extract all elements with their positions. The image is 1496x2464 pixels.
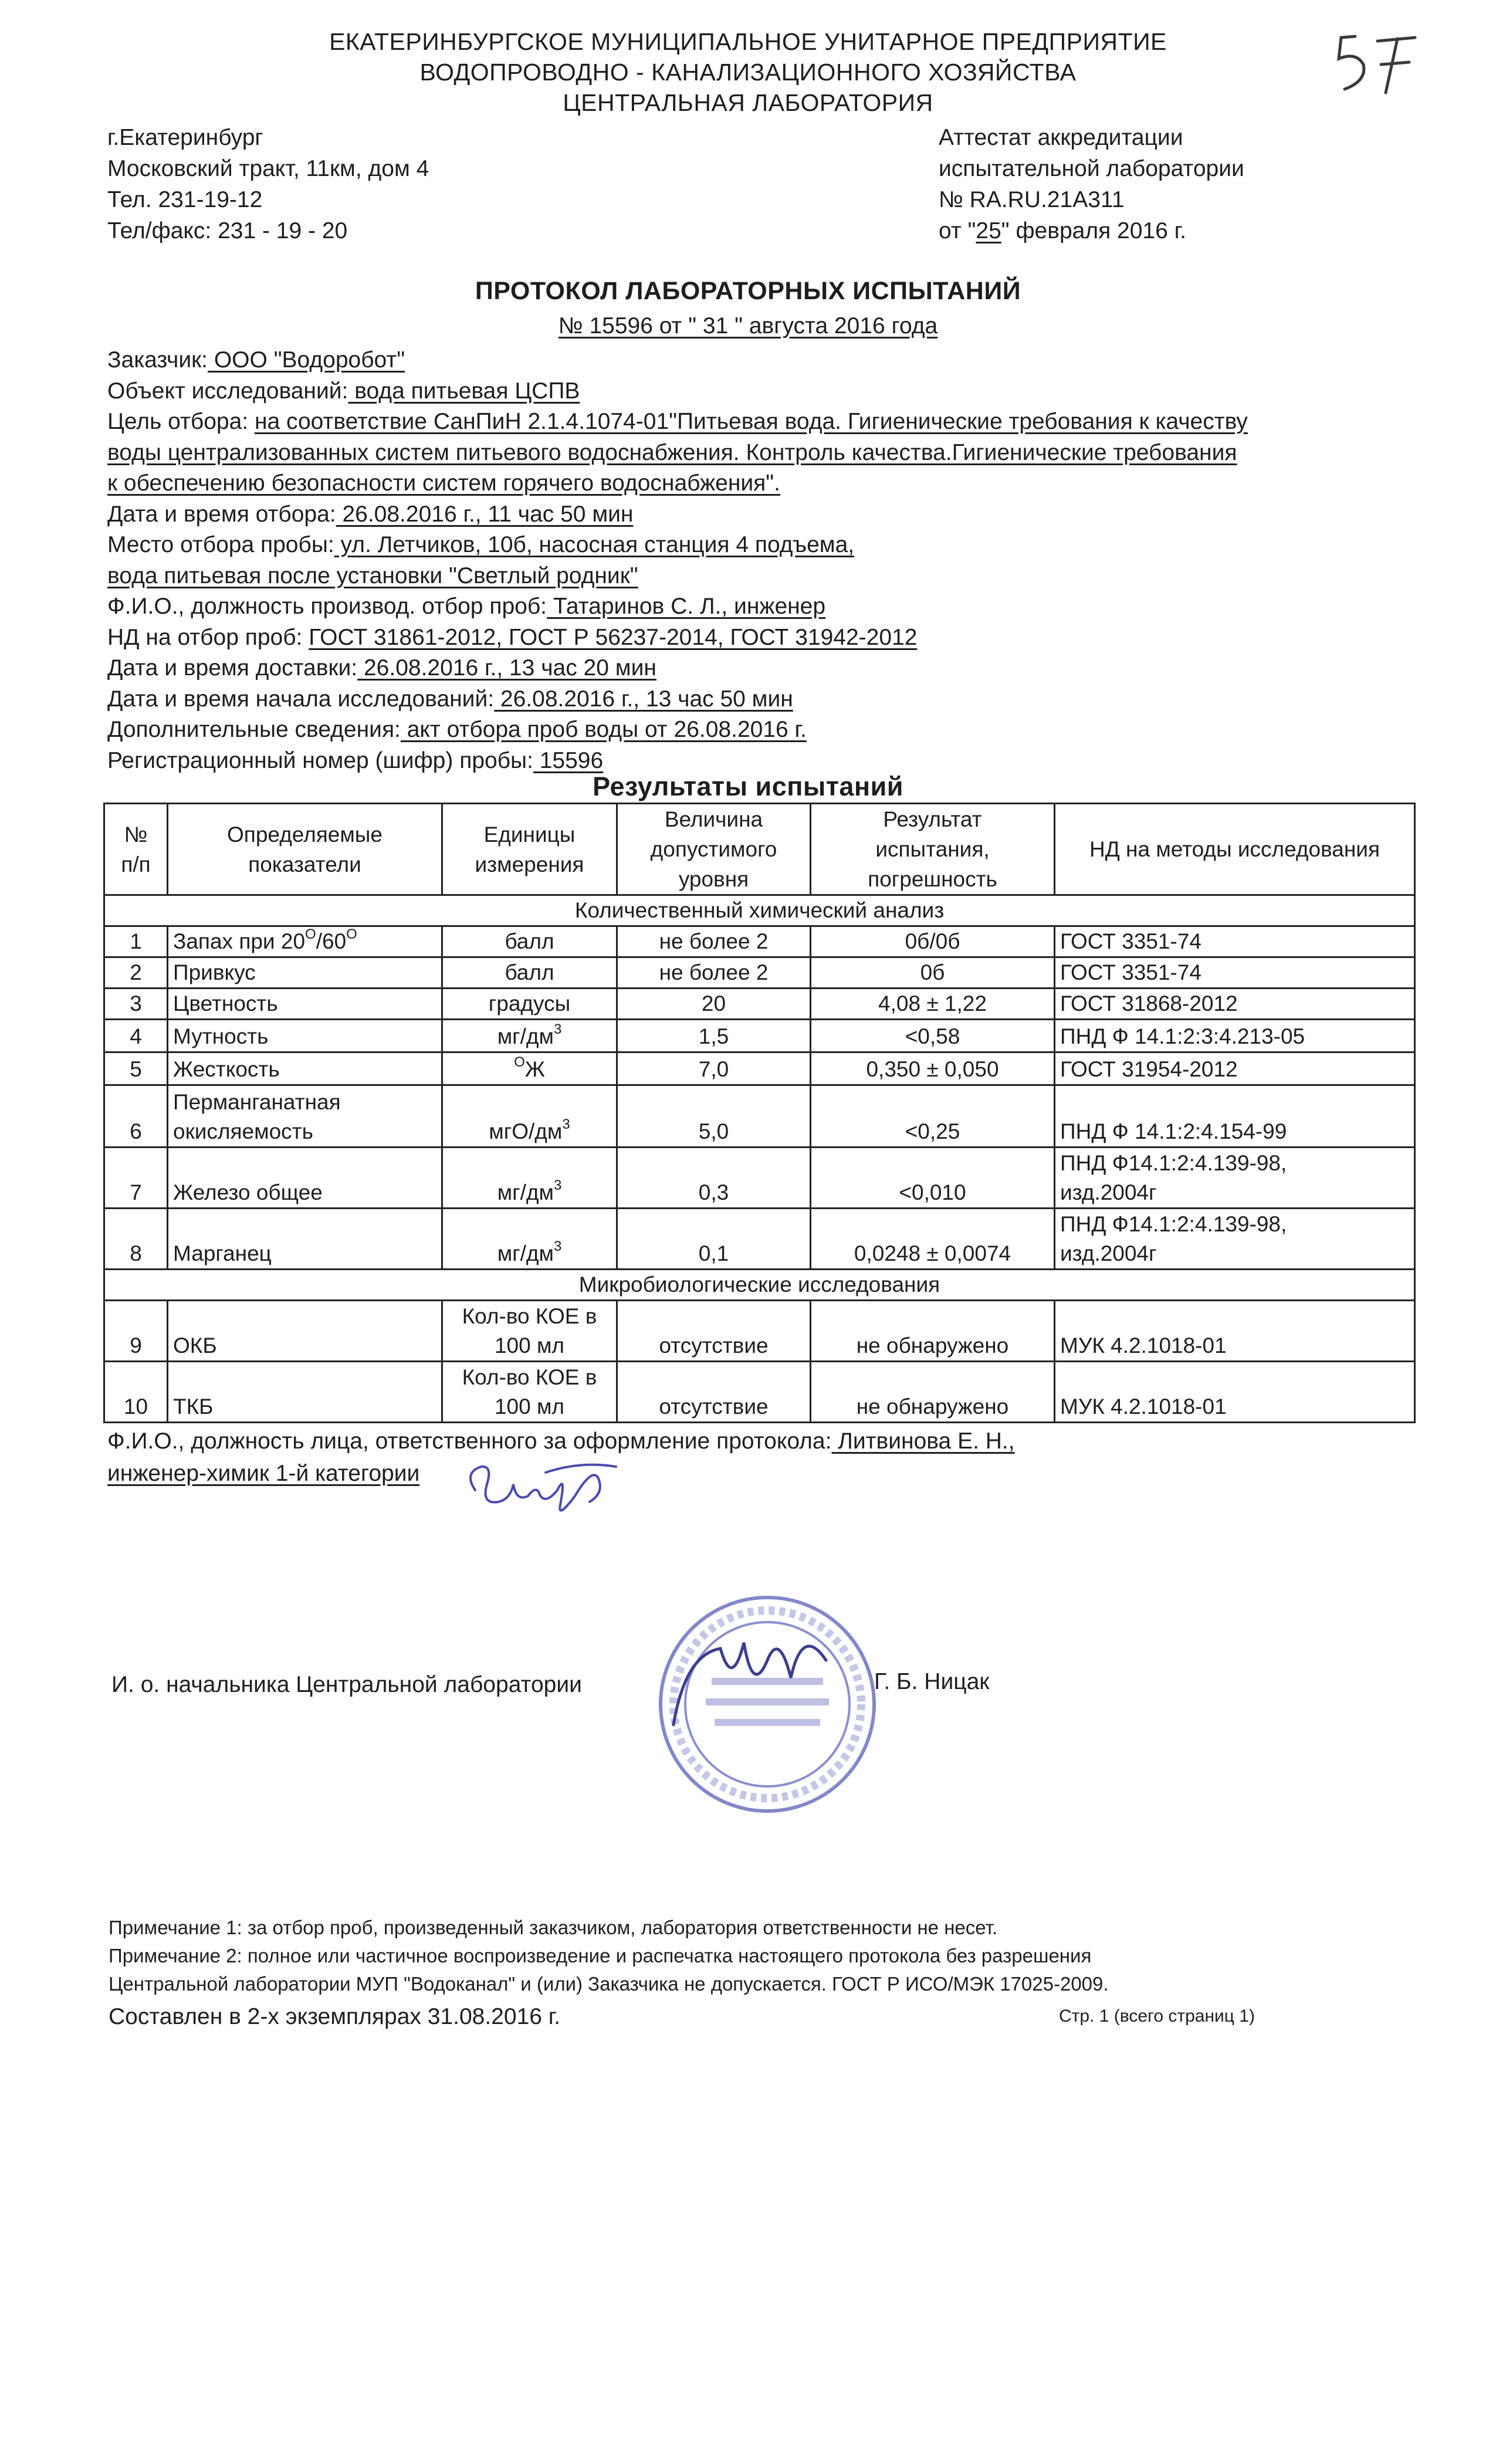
- blank-area: [0, 2047, 1496, 2464]
- protocol-number-text: № 15596 от " 31 " августа 2016 года: [558, 313, 938, 339]
- table-row: [104, 1052, 1415, 1085]
- customer-value: ООО "Водоробот": [208, 347, 405, 373]
- unit-cell: $мг/дм^3$: [442, 1148, 617, 1209]
- handwritten-page-number: [1327, 23, 1433, 100]
- limit-cell: 20: [617, 989, 811, 1020]
- result-cell: <0,010: [811, 1148, 1055, 1209]
- section-micro: Микробиологические исследования: [104, 1270, 1415, 1301]
- sampling-place-value-1: ул. Летчиков, 10б, насосная станция 4 подъема,: [334, 532, 855, 557]
- section-chemical: Количественный химический анализ: [104, 895, 1415, 926]
- extra-label: Дополнительные сведения:: [107, 717, 401, 742]
- sampler-value: Татаринов С. Л., инженер: [547, 594, 826, 619]
- fax: Тел/факс: 231 - 19 - 20: [107, 218, 348, 243]
- table-row: [104, 1209, 1415, 1270]
- responsible-signature: [458, 1449, 634, 1525]
- row-number: 5: [104, 1052, 168, 1085]
- result-cell: 0б/0б: [811, 926, 1055, 957]
- accreditation-date: [939, 215, 1244, 246]
- street: Московский тракт, 11км, дом 4: [107, 156, 429, 181]
- purpose-label: Цель отбора:: [107, 409, 255, 434]
- object-row: [107, 376, 1398, 407]
- customer-row: [107, 345, 1398, 376]
- reg-label: Регистрационный номер (шифр) пробы:: [107, 747, 533, 773]
- sampling-place-row: [107, 530, 1398, 561]
- note-2-line1: Примечание 2: полное или частичное воспроизведение и распечатка настоящего протокола без разрешения: [109, 1945, 1092, 1967]
- start-label: Дата и время начала исследований:: [107, 686, 495, 712]
- row-number: 9: [104, 1301, 168, 1362]
- table-row: [104, 1362, 1415, 1423]
- customer-label: Заказчик:: [107, 347, 208, 373]
- unit-cell: Кол-во КОЕ в 100 мл: [442, 1301, 617, 1362]
- row-number: 10: [104, 1362, 168, 1423]
- unit-cell: балл: [442, 926, 617, 957]
- organization-stamp: [650, 1590, 885, 1819]
- start-row: [107, 684, 1398, 715]
- unit-cell: градусы: [442, 989, 617, 1020]
- unit-cell: балл: [442, 957, 617, 989]
- accreditation-date-prefix: от ": [939, 218, 976, 243]
- limit-cell: 7,0: [617, 1052, 811, 1085]
- method-cell: МУК 4.2.1018-01: [1055, 1362, 1415, 1423]
- row-number: 1: [104, 926, 168, 957]
- delivery-value: 26.08.2016 г., 13 час 20 мин: [357, 655, 656, 681]
- delivery-label: Дата и время доставки:: [107, 655, 358, 681]
- result-cell: 0б: [811, 957, 1055, 989]
- indicator-cell: Перманганатная окисляемость: [168, 1085, 442, 1148]
- accreditation-line1: Аттестат аккредитации: [939, 125, 1183, 150]
- delivery-row: [107, 653, 1398, 684]
- purpose-row-2: [107, 438, 1398, 469]
- limit-cell: 1,5: [617, 1020, 811, 1052]
- limit-cell: 0,1: [617, 1209, 811, 1270]
- section-row-micro: [104, 1270, 1415, 1301]
- method-cell: ПНД Ф 14.1:2:4.154-99: [1055, 1085, 1415, 1148]
- method-cell: ГОСТ 31868-2012: [1055, 989, 1415, 1020]
- table-row: [104, 989, 1415, 1020]
- chief-label: И. о. начальника Центральной лаборатории: [111, 1672, 582, 1697]
- purpose-row-3: [107, 468, 1398, 499]
- reg-value: 15596: [533, 747, 604, 773]
- sampling-nd-label: НД на отбор проб:: [107, 624, 309, 650]
- notes-block: [109, 1914, 1109, 1998]
- sampling-place-row-2: [107, 561, 1398, 592]
- section-row-chemical: [104, 895, 1415, 926]
- org-name-line2: ВОДОПРОВОДНО - КАНАЛИЗАЦИОННОГО ХОЗЯЙСТВА: [419, 59, 1077, 86]
- table-row: [104, 1020, 1415, 1052]
- purpose-value-1: на соответствие СанПиН 2.1.4.1074-01"Питьевая вода. Гигиенические требования к качеству: [254, 409, 1248, 434]
- indicator-cell: Марганец: [168, 1209, 442, 1270]
- row-number: 2: [104, 957, 168, 989]
- unit-cell: Кол-во КОЕ в 100 мл: [442, 1362, 617, 1423]
- object-label: Объект исследований:: [107, 378, 348, 404]
- method-cell: МУК 4.2.1018-01: [1055, 1301, 1415, 1362]
- limit-cell: не более 2: [617, 957, 811, 989]
- responsible-row-2: [107, 1461, 419, 1487]
- result-cell: <0,58: [811, 1020, 1055, 1052]
- row-number: 7: [104, 1148, 168, 1209]
- indicator-cell: Привкус: [168, 957, 442, 989]
- row-number: 6: [104, 1085, 168, 1148]
- purpose-value-2: воды централизованных систем питьевого водоснабжения. Контроль качества.Гигиенические требования: [107, 439, 1237, 465]
- table-row: [104, 1301, 1415, 1362]
- table-row: [104, 1085, 1415, 1148]
- col-result-header: Результат испытания, погрешность: [811, 804, 1055, 895]
- results-title: Результаты испытаний: [593, 771, 903, 801]
- unit-cell: мгО/$дм^3$: [442, 1085, 617, 1148]
- note-1: Примечание 1: за отбор проб, произведенный заказчиком, лаборатория ответственности не несет.: [109, 1917, 998, 1938]
- protocol-number: [0, 313, 1496, 339]
- sampler-label: Ф.И.О., должность производ. отбор проб:: [107, 594, 547, 619]
- responsible-position: инженер-химик 1-й категории: [107, 1461, 420, 1486]
- indicator-cell: Цветность: [168, 989, 442, 1020]
- result-cell: <0,25: [811, 1085, 1055, 1148]
- result-cell: 4,08 ± 1,22: [811, 989, 1055, 1020]
- sampler-row: [107, 591, 1398, 622]
- extra-value: акт отбора проб воды от 26.08.2016 г.: [400, 717, 807, 742]
- result-cell: 0,0248 ± 0,0074: [811, 1209, 1055, 1270]
- purpose-row: [107, 407, 1398, 438]
- city: г.Екатеринбург: [107, 125, 263, 150]
- accreditation-date-suffix: " февраля 2016 г.: [1001, 218, 1186, 243]
- indicator-cell: Железо общее: [168, 1148, 442, 1209]
- col-limit-header: Величина допустимого уровня: [617, 804, 811, 895]
- protocol-title: ПРОТОКОЛ ЛАБОРАТОРНЫХ ИСПЫТАНИЙ: [475, 277, 1021, 305]
- responsible-name: Литвинова Е. Н.,: [831, 1429, 1015, 1454]
- accreditation-date-day: 25: [976, 218, 1001, 243]
- method-cell: ПНД Ф14.1:2:4.139-98, изд.2004г: [1055, 1209, 1415, 1270]
- table-row: [104, 957, 1415, 989]
- org-name-line3: ЦЕНТРАЛЬНАЯ ЛАБОРАТОРИЯ: [563, 89, 933, 116]
- responsible-label: Ф.И.О., должность лица, ответственного за оформление протокола:: [107, 1429, 832, 1454]
- table-row: [104, 926, 1415, 957]
- composed-note: Составлен в 2-х экземплярах 31.08.2016 г.: [109, 2004, 561, 2029]
- table-header-row: [104, 804, 1415, 895]
- method-cell: ГОСТ 3351-74: [1055, 926, 1415, 957]
- row-number: 4: [104, 1020, 168, 1052]
- result-cell: не обнаружено: [811, 1362, 1055, 1423]
- sampling-datetime-row: [107, 499, 1398, 530]
- indicator-cell: Жесткость: [168, 1052, 442, 1085]
- result-cell: не обнаружено: [811, 1301, 1055, 1362]
- sampling-datetime-value: 26.08.2016 г., 11 час 50 мин: [336, 501, 634, 527]
- method-cell: ПНД Ф 14.1:2:3:4.213-05: [1055, 1020, 1415, 1052]
- limit-cell: 5,0: [617, 1085, 811, 1148]
- unit-cell: $мг/дм^3$: [442, 1209, 617, 1270]
- start-value: 26.08.2016 г., 13 час 50 мин: [494, 686, 793, 712]
- indicator-cell: ОКБ: [168, 1301, 442, 1362]
- extra-row: [107, 715, 1398, 746]
- unit-cell: $мг/дм^3$: [442, 1020, 617, 1052]
- chief-name: Г. Б. Ницак: [874, 1669, 990, 1694]
- limit-cell: 0,3: [617, 1148, 811, 1209]
- method-cell: ГОСТ 3351-74: [1055, 957, 1415, 989]
- method-cell: ПНД Ф14.1:2:4.139-98, изд.2004г: [1055, 1148, 1415, 1209]
- method-cell: ГОСТ 31954-2012: [1055, 1052, 1415, 1085]
- sampling-datetime-label: Дата и время отбора:: [107, 501, 336, 527]
- row-number: 8: [104, 1209, 168, 1270]
- page-number: Стр. 1 (всего страниц 1): [1059, 2006, 1255, 2026]
- results-table: [103, 803, 1416, 1423]
- indicator-cell: Мутность: [168, 1020, 442, 1052]
- accreditation-line2: испытательной лаборатории: [939, 156, 1244, 181]
- org-name-line1: ЕКАТЕРИНБУРГСКОЕ МУНИЦИПАЛЬНОЕ УНИТАРНОЕ ПРЕДПРИЯТИЕ: [329, 28, 1167, 55]
- sampling-nd-row: [107, 622, 1398, 654]
- sampling-place-label: Место отбора пробы:: [107, 532, 334, 557]
- sampling-place-value-2: вода питьевая после установки "Светлый родник": [107, 563, 638, 588]
- indicator-cell: Запах при $20^О/60^О$: [168, 926, 442, 957]
- unit-cell: $^О$Ж: [442, 1052, 617, 1085]
- note-2-line2: Центральной лаборатории МУП "Водоканал" и (или) Заказчика не допускается. ГОСТ Р ИСО/МЭК 17025-2009.: [109, 1973, 1109, 1995]
- sample-info: [107, 345, 1398, 776]
- result-cell: 0,350 ± 0,050: [811, 1052, 1055, 1085]
- accreditation-block: [939, 122, 1244, 246]
- col-indicator-header: Определяемые показатели: [168, 804, 442, 895]
- object-value: вода питьевая ЦСПВ: [348, 378, 580, 404]
- indicator-cell: ТКБ: [168, 1362, 442, 1423]
- limit-cell: отсутствие: [617, 1301, 811, 1362]
- phone: Тел. 231-19-12: [107, 187, 263, 212]
- address-block: [107, 122, 429, 246]
- limit-cell: не более 2: [617, 926, 811, 957]
- purpose-value-3: к обеспечению безопасности систем горячего водоснабжения".: [107, 471, 780, 496]
- sampling-nd-value: ГОСТ 31861-2012, ГОСТ Р 56237-2014, ГОСТ 31942-2012: [309, 624, 918, 650]
- row-number: 3: [104, 989, 168, 1020]
- col-num-header: № п/п: [104, 804, 168, 895]
- limit-cell: отсутствие: [617, 1362, 811, 1423]
- table-row: [104, 1148, 1415, 1209]
- accreditation-number: № RA.RU.21A311: [939, 187, 1125, 212]
- col-method-header: НД на методы исследования: [1055, 804, 1415, 895]
- col-units-header: Единицы измерения: [442, 804, 617, 895]
